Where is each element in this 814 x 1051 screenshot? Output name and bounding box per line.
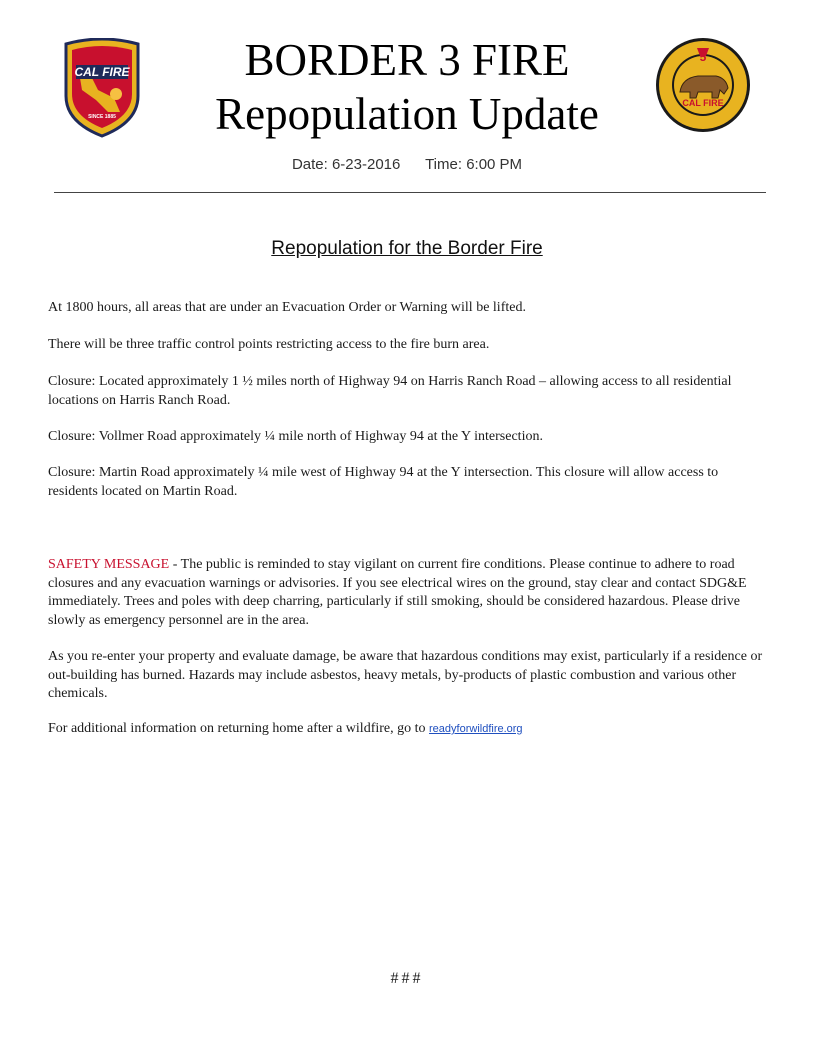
page-subtitle: Repopulation Update [215,89,599,139]
end-marker: ### [390,970,424,987]
paragraph-hazards: As you re-enter your property and evaluate damage, be aware that hazardous conditions may exist, particularly if a residence or out-building has burned. Hazards may include asbestos, heavy metals, by-products of plastic combustion and various other chemicals. [48,649,763,701]
paragraph-closure-martin: Closure: Martin Road approximately ¼ mile west of Highway 94 at the Y intersection. This closure will allow access to residents located on Martin Road. [48,465,719,499]
incident-management-team-5-logo [654,36,752,134]
additional-info-text: For additional information on returning home after a wildfire, go to [48,721,430,736]
cal-fire-shield-logo [62,38,142,138]
header-divider [54,192,766,193]
imt-cal-fire-text: CAL FIRE [682,98,724,108]
paragraph-safety-message [48,556,768,630]
readyforwildfire-link[interactable]: readyforwildfire.org [429,723,523,735]
page-title: BORDER 3 FIRE [244,35,570,85]
time-label: Time: 6:00 PM [425,156,523,173]
paragraph-additional-info [48,720,768,739]
dateline [160,156,654,173]
cal-fire-logo-text: CAL FIRE [74,65,130,79]
paragraph-orders-lifted: At 1800 hours, all areas that are under an Evacuation Order or Warning will be lifted. [48,300,526,315]
safety-message-body: - The public is reminded to stay vigilant on current fire conditions. Please continue to adhere to road closures and any evacuation warnings or advisories. If you see electrical wires on the ground, stay clear and contact SDG&E immediately. Trees and poles with deep charring, particularly if still smoking, should be considered hazardous. Please drive slowly as emergency personnel are in the area. [48,557,747,628]
safety-message-label: SAFETY MESSAGE [48,557,170,572]
paragraph-closure-vollmer: Closure: Vollmer Road approximately ¼ mile north of Highway 94 at the Y intersection. [48,429,543,444]
date-label: Date: 6-23-2016 [291,156,401,173]
paragraph-closure-harris-ranch: Closure: Located approximately 1 ½ miles north of Highway 94 on Harris Ranch Road – allowing access to all residential locations on Harris Ranch Road. [48,374,732,408]
paragraph-traffic-control: There will be three traffic control points restricting access to the fire burn area. [48,337,490,352]
cal-fire-since-text: SINCE 1885 [88,114,116,120]
imt-number-text: 5 [699,50,707,64]
section-heading: Repopulation for the Border Fire [271,238,543,259]
